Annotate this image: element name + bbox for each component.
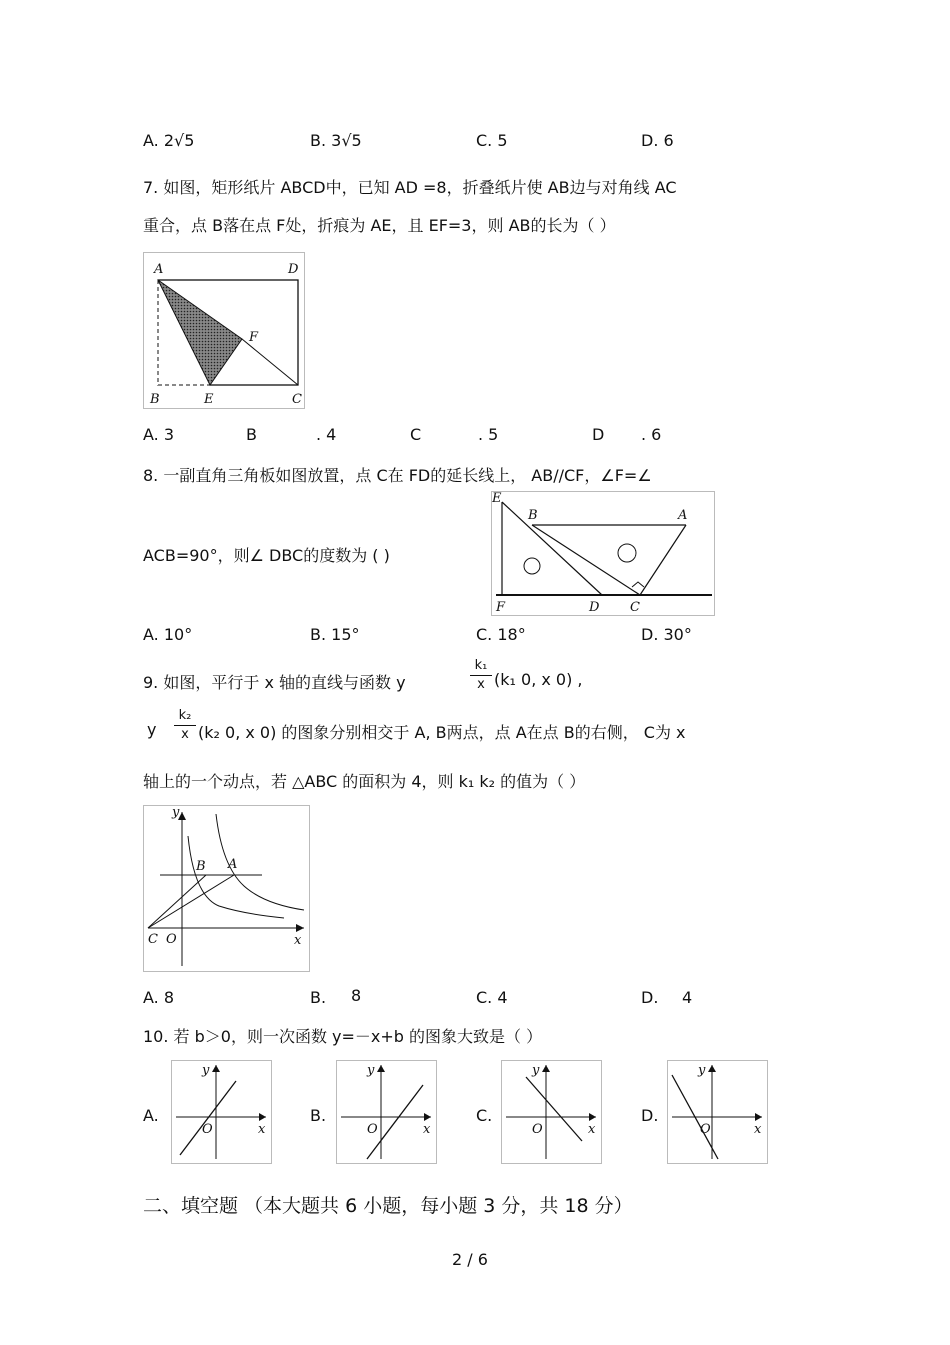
q10c-x-label: x [588, 1122, 596, 1137]
q8-label-D: D [589, 600, 600, 615]
q7-label-B: B [150, 392, 160, 407]
option-d: D. 6 [641, 131, 674, 150]
q10-graph-c [501, 1060, 602, 1164]
q9-label-C: C [148, 932, 158, 947]
q8-text-line2: ACB=90°，则∠ DBC的度数为 ( ) [143, 546, 390, 565]
q9-option-a: A. 8 [143, 988, 175, 1007]
q7-rectangle-diagram [144, 253, 304, 408]
q10-option-a-label: A. [143, 1106, 159, 1125]
q8-option-b: B. 15° [310, 625, 360, 644]
q10-graph-a-svg [172, 1061, 271, 1163]
q8-figure [491, 491, 715, 616]
q10a-y-label: y [202, 1063, 210, 1078]
q7-label-E: E [204, 392, 214, 407]
q9-text-line2: (k₂ 0, x 0) 的图象分别相交于 A, B两点，点 A在点 B的右侧， C为 x [198, 723, 686, 742]
q8-option-d: D. 30° [641, 625, 692, 644]
q9-frac2-denominator: x [181, 727, 189, 742]
q7-option-a: A. 3 [143, 425, 175, 444]
q10-graph-d [667, 1060, 768, 1164]
q7-label-F: F [249, 330, 259, 345]
q9-option-b-value: 8 [351, 986, 362, 1005]
q9-option-d: D. [641, 988, 659, 1007]
q9-frac1-numerator: k₁ [474, 658, 488, 673]
q9-option-c: C. 4 [476, 988, 508, 1007]
q10b-origin-label: O [367, 1122, 378, 1137]
q8-option-c: C. 18° [476, 625, 526, 644]
q7-option-c-value: . 5 [478, 425, 499, 444]
q10-graph-b-svg [337, 1061, 436, 1163]
q7-option-b-value: . 4 [316, 425, 337, 444]
q10a-x-label: x [258, 1122, 266, 1137]
q9-label-O: O [166, 932, 177, 947]
q9-text-line1-cond: (k₁ 0, x 0) , [494, 670, 583, 689]
q8-triangles-diagram [492, 492, 714, 615]
q7-label-D: D [288, 262, 299, 277]
q10b-y-label: y [367, 1063, 375, 1078]
option-c: C. 5 [476, 131, 508, 150]
q7-text-line2: 重合，点 B落在点 F处，折痕为 AE，且 EF=3，则 AB的长为（ ） [143, 216, 616, 235]
q9-frac1-denominator: x [477, 677, 485, 692]
q9-label-A: A [228, 857, 238, 872]
q9-text-line2-y: y [147, 720, 157, 739]
q9-frac2-bar [174, 725, 196, 726]
q7-text-line1: 7. 如图，矩形纸片 ABCD中，已知 AD =8，折叠纸片使 AB边与对角线 AC [143, 178, 677, 197]
q8-text-line1: 8. 一副直角三角板如图放置，点 C在 FD的延长线上， AB//CF，∠F=∠ [143, 466, 652, 485]
q10-graph-b [336, 1060, 437, 1164]
q10a-origin-label: O [202, 1122, 213, 1137]
q10c-y-label: y [532, 1063, 540, 1078]
q7-option-c: C [410, 425, 422, 444]
q7-label-A: A [154, 262, 164, 277]
q9-label-x: x [294, 933, 302, 948]
q8-option-a: A. 10° [143, 625, 193, 644]
q9-option-b: B. [310, 988, 327, 1007]
q10c-origin-label: O [532, 1122, 543, 1137]
q8-label-C: C [630, 600, 640, 615]
q7-label-C: C [292, 392, 302, 407]
q8-label-B: B [528, 508, 538, 523]
q9-text-line3: 轴上的一个动点，若 △ABC 的面积为 4，则 k₁ k₂ 的值为（ ） [143, 772, 586, 791]
page-number: 2 / 6 [452, 1250, 488, 1269]
q10-graph-a [171, 1060, 272, 1164]
q9-option-d-value: 4 [682, 988, 693, 1007]
q7-option-b: B [246, 425, 257, 444]
q9-frac1-bar [470, 675, 492, 676]
q10-graph-d-svg [668, 1061, 767, 1163]
q9-frac2-numerator: k₂ [178, 708, 192, 723]
option-a: A. 2√5 [143, 131, 195, 150]
q7-figure [143, 252, 305, 409]
q9-figure [143, 805, 310, 972]
q10-text: 10. 若 b＞0，则一次函数 y=－x+b 的图象大致是（ ） [143, 1027, 543, 1046]
q9-hyperbola-diagram [144, 806, 309, 971]
q10d-y-label: y [698, 1063, 706, 1078]
q9-fraction-k2 [174, 709, 196, 742]
q10-graph-c-svg [502, 1061, 601, 1163]
option-b: B. 3√5 [310, 131, 362, 150]
q8-label-E: E [492, 492, 502, 506]
q10-option-d-label: D. [641, 1106, 659, 1125]
q10d-origin-label: O [700, 1122, 711, 1137]
q10-option-b-label: B. [310, 1106, 327, 1125]
q8-label-F: F [496, 600, 506, 615]
q8-label-A: A [678, 508, 688, 523]
q7-option-d-value: . 6 [641, 425, 662, 444]
q10d-x-label: x [754, 1122, 762, 1137]
q9-label-B: B [196, 859, 206, 874]
q9-label-y: y [172, 806, 180, 820]
q9-fraction-k1 [470, 659, 492, 692]
q10b-x-label: x [423, 1122, 431, 1137]
q7-option-d: D [592, 425, 605, 444]
q10-option-c-label: C. [476, 1106, 493, 1125]
q9-text-line1: 9. 如图，平行于 x 轴的直线与函数 y [143, 673, 406, 692]
section-title: 二、填空题 （本大题共 6 小题，每小题 3 分，共 18 分） [143, 1195, 633, 1217]
